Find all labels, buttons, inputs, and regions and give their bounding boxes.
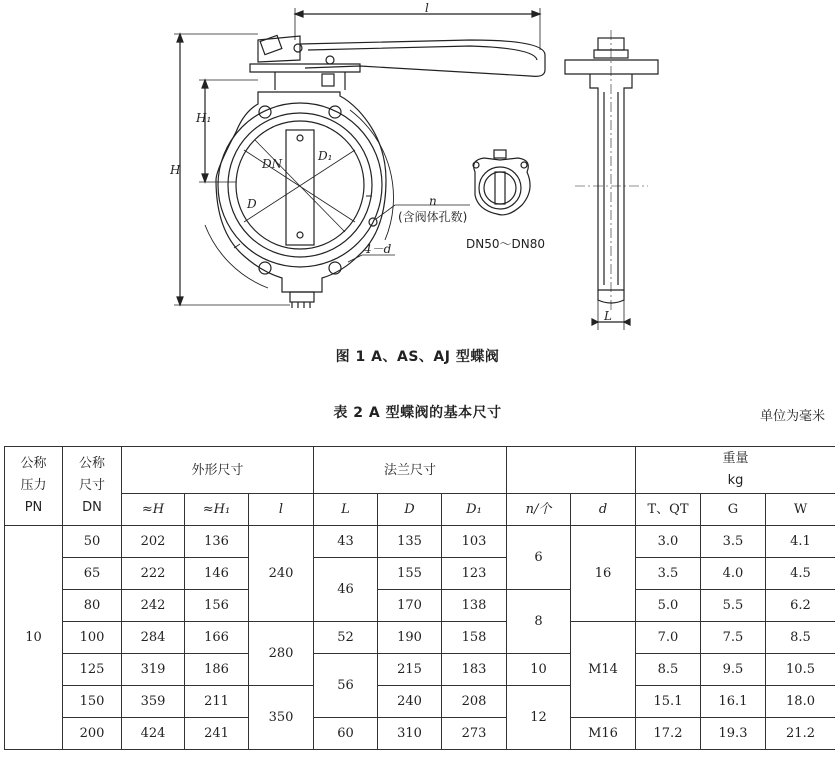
cell-d: M16 — [571, 718, 636, 750]
header-outer: 外形尺寸 — [122, 447, 314, 494]
valve-handle — [250, 35, 545, 90]
cell-tqt: 8.5 — [636, 654, 701, 686]
figure-caption: 图 1 A、AS、AJ 型蝶阀 — [335, 349, 500, 365]
header-g: G — [701, 494, 766, 526]
header-flange: 法兰尺寸 — [314, 447, 507, 494]
cell-w: 21.2 — [766, 718, 835, 750]
label-4d: 4－d — [364, 242, 392, 256]
cell-h1: 211 — [185, 686, 249, 718]
header-weight: 重量 kg — [636, 447, 835, 494]
cell-l: 240 — [249, 526, 314, 622]
label-H: H — [170, 163, 181, 177]
cell-l: 350 — [249, 686, 314, 750]
cell-w: 4.5 — [766, 558, 835, 590]
cell-L: 56 — [314, 654, 378, 718]
cell-w: 10.5 — [766, 654, 835, 686]
cell-L: 46 — [314, 558, 378, 622]
cell-dn: 65 — [63, 558, 122, 590]
cell-tqt: 15.1 — [636, 686, 701, 718]
small-valve-view — [473, 150, 530, 215]
cell-D1: 158 — [442, 622, 507, 654]
cell-D: 240 — [378, 686, 442, 718]
cell-w: 8.5 — [766, 622, 835, 654]
cell-dn: 100 — [63, 622, 122, 654]
cell-g: 3.5 — [701, 526, 766, 558]
cell-h1: 186 — [185, 654, 249, 686]
cell-w: 6.2 — [766, 590, 835, 622]
cell-D: 215 — [378, 654, 442, 686]
cell-l: 280 — [249, 622, 314, 686]
cell-D: 155 — [378, 558, 442, 590]
cell-g: 19.3 — [701, 718, 766, 750]
table-caption: 表 2 A 型蝶阀的基本尺寸 — [333, 405, 502, 421]
cell-D: 190 — [378, 622, 442, 654]
cell-h: 202 — [122, 526, 185, 558]
cell-dn: 200 — [63, 718, 122, 750]
table-row — [5, 686, 835, 718]
cell-n: 12 — [507, 686, 571, 750]
cell-h: 359 — [122, 686, 185, 718]
label-H1: H₁ — [196, 111, 212, 125]
table-row — [5, 590, 835, 622]
header-h: ≈H — [122, 494, 185, 526]
header-n: n/个 — [507, 494, 571, 526]
cell-g: 5.5 — [701, 590, 766, 622]
cell-h1: 136 — [185, 526, 249, 558]
cell-D: 310 — [378, 718, 442, 750]
label-L: L — [604, 309, 612, 323]
cell-D: 135 — [378, 526, 442, 558]
cell-h: 284 — [122, 622, 185, 654]
header-L: L — [314, 494, 378, 526]
cell-tqt: 7.0 — [636, 622, 701, 654]
table-row — [5, 622, 835, 654]
label-hole-note: (含阀体孔数) — [398, 210, 468, 224]
cell-g: 16.1 — [701, 686, 766, 718]
cell-d: M14 — [571, 622, 636, 718]
cell-h1: 146 — [185, 558, 249, 590]
cell-pn: 10 — [5, 526, 63, 750]
header-pn: 公称 压力 PN — [5, 447, 63, 526]
cell-h1: 166 — [185, 622, 249, 654]
cell-n: 10 — [507, 654, 571, 686]
header-D1: D₁ — [442, 494, 507, 526]
cell-g: 9.5 — [701, 654, 766, 686]
cell-D1: 183 — [442, 654, 507, 686]
table-row — [5, 526, 835, 558]
cell-n: 8 — [507, 590, 571, 654]
cell-h1: 156 — [185, 590, 249, 622]
header-h1: ≈H₁ — [185, 494, 249, 526]
cell-dn: 80 — [63, 590, 122, 622]
cell-n: 6 — [507, 526, 571, 590]
table-row — [5, 718, 835, 750]
cell-D1: 103 — [442, 526, 507, 558]
unit-note: 单位为毫米 — [759, 409, 825, 424]
cell-dn: 150 — [63, 686, 122, 718]
label-n: n — [429, 194, 437, 208]
dimension-table — [4, 446, 835, 750]
valve-side-view — [565, 30, 658, 330]
cell-D1: 123 — [442, 558, 507, 590]
cell-g: 4.0 — [701, 558, 766, 590]
cell-g: 7.5 — [701, 622, 766, 654]
table-row — [5, 654, 835, 686]
cell-D: 170 — [378, 590, 442, 622]
header-D: D — [378, 494, 442, 526]
label-D1: D₁ — [318, 149, 333, 163]
cell-h: 222 — [122, 558, 185, 590]
header-blank — [507, 447, 636, 494]
header-tqt: T、QT — [636, 494, 701, 526]
cell-L: 43 — [314, 526, 378, 558]
label-small-valve: DN50～DN80 — [466, 237, 545, 251]
cell-h: 242 — [122, 590, 185, 622]
cell-tqt: 3.5 — [636, 558, 701, 590]
label-DN: DN — [262, 157, 283, 171]
cell-w: 4.1 — [766, 526, 835, 558]
header-dn: 公称 尺寸 DN — [63, 447, 122, 526]
cell-tqt: 17.2 — [636, 718, 701, 750]
cell-h: 424 — [122, 718, 185, 750]
cell-tqt: 5.0 — [636, 590, 701, 622]
cell-h1: 241 — [185, 718, 249, 750]
cell-L: 60 — [314, 718, 378, 750]
table-row — [5, 558, 835, 590]
label-l: l — [425, 1, 429, 15]
header-w: W — [766, 494, 835, 526]
cell-dn: 50 — [63, 526, 122, 558]
cell-d: 16 — [571, 526, 636, 622]
cell-D1: 273 — [442, 718, 507, 750]
cell-D1: 208 — [442, 686, 507, 718]
cell-w: 18.0 — [766, 686, 835, 718]
cell-dn: 125 — [63, 654, 122, 686]
header-d: d — [571, 494, 636, 526]
label-D: D — [247, 197, 257, 211]
header-l: l — [249, 494, 314, 526]
cell-L: 52 — [314, 622, 378, 654]
cell-tqt: 3.0 — [636, 526, 701, 558]
cell-h: 319 — [122, 654, 185, 686]
cell-D1: 138 — [442, 590, 507, 622]
